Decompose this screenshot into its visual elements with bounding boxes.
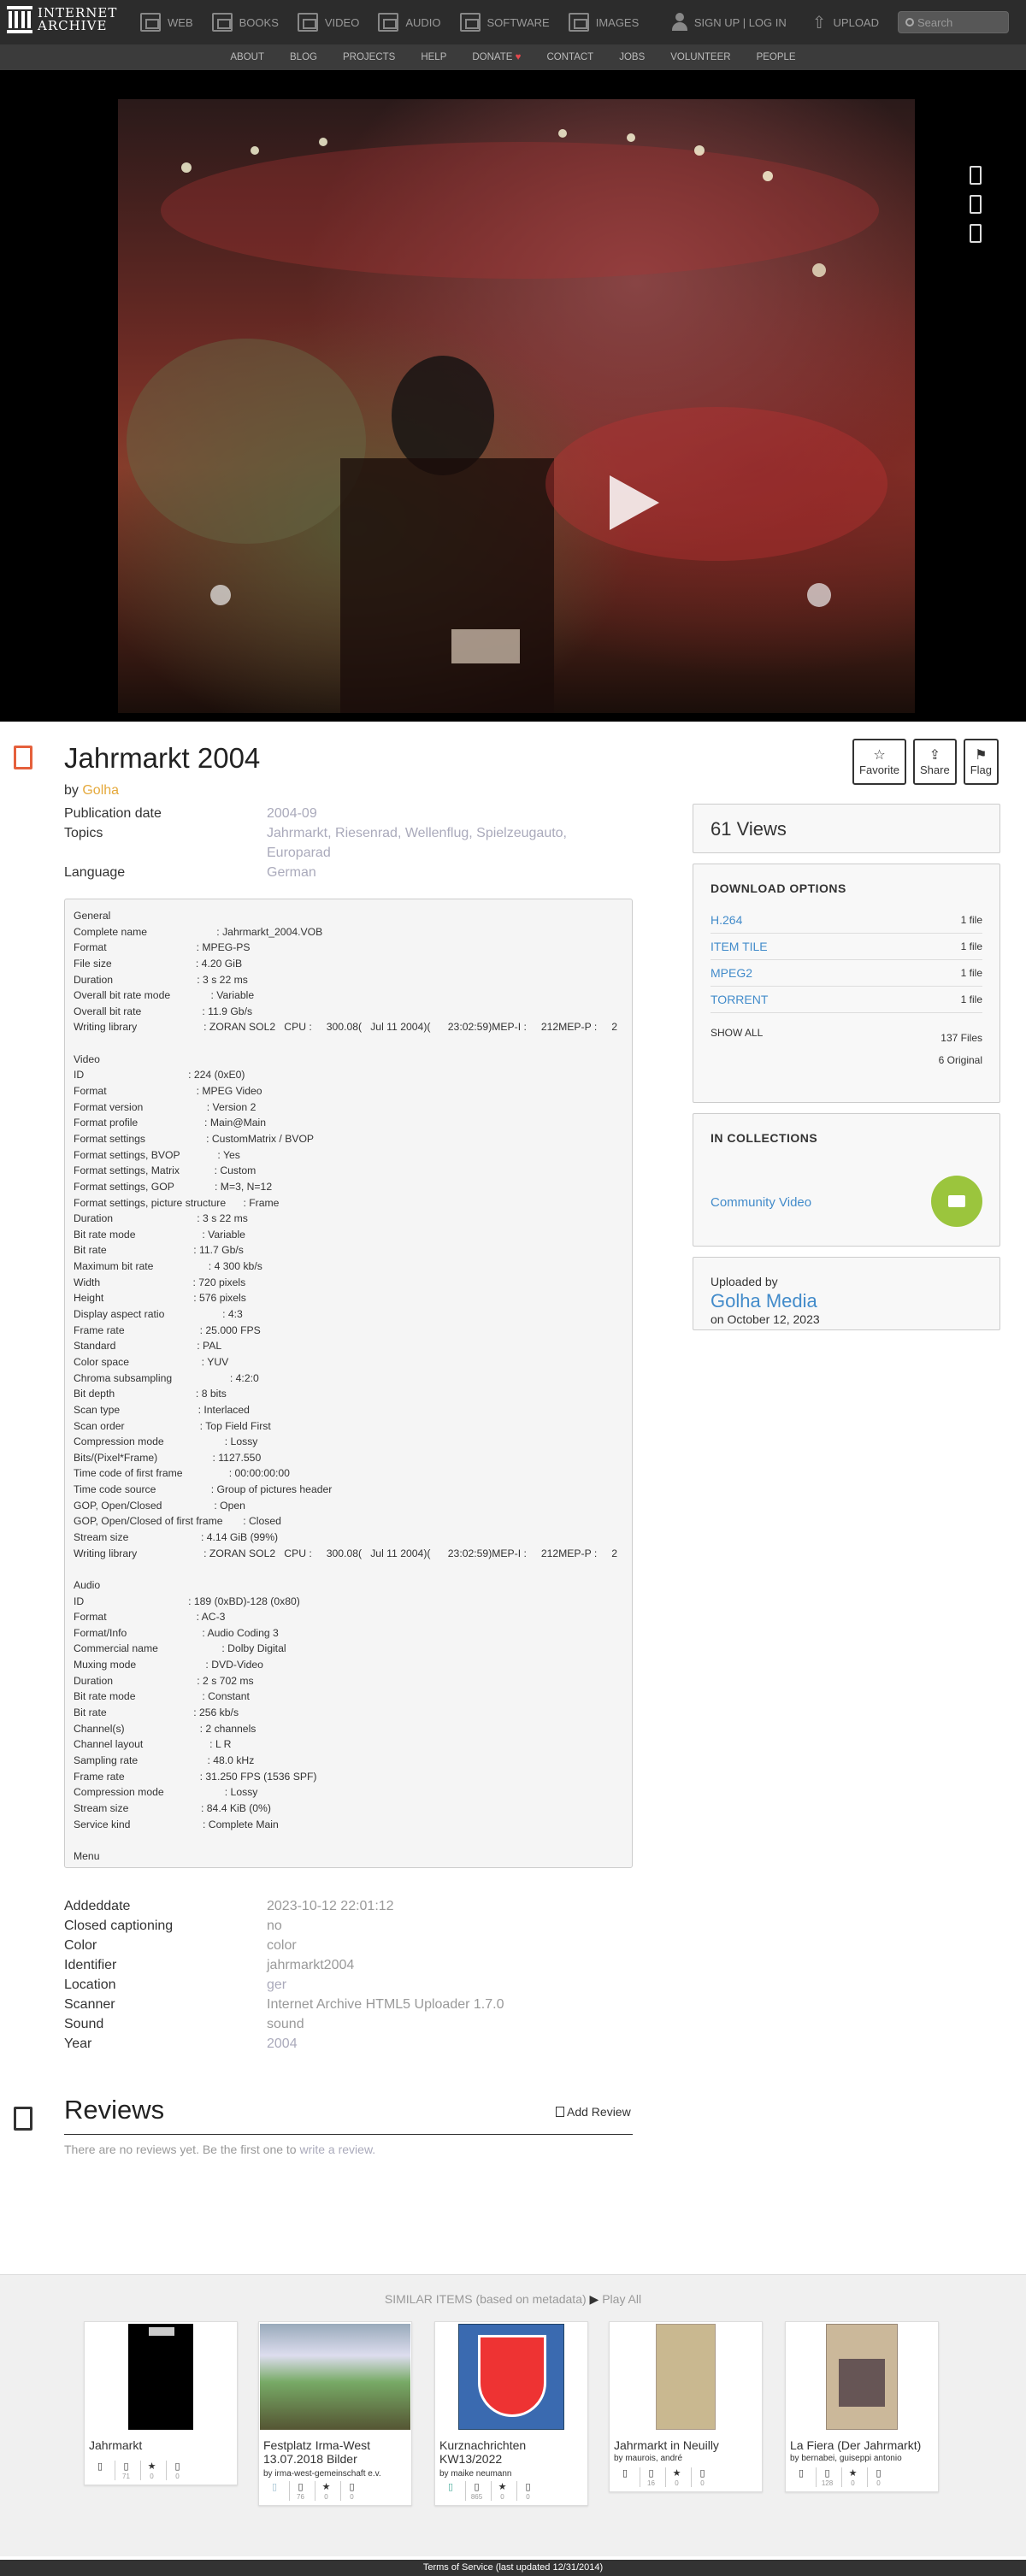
logo-line-2: ARCHIVE	[38, 18, 108, 33]
metadata-row	[64, 1995, 633, 2014]
description-line: Standard : PAL	[74, 1340, 222, 1353]
nav-people[interactable]: PEOPLE	[756, 52, 796, 62]
tile-byline: by maike neumann	[439, 2469, 512, 2479]
favorite-label: Favorite	[859, 763, 899, 776]
metadata-value: color	[267, 1938, 297, 1953]
uploader-box	[693, 1257, 1000, 1330]
description-line: Channel(s) : 2 channels	[74, 1722, 256, 1735]
description-line: Overall bit rate : 11.9 Gb/s	[74, 1005, 253, 1017]
creator-link[interactable]: Golha	[82, 783, 120, 798]
nav-contact[interactable]: CONTACT	[546, 52, 594, 62]
media-menu	[140, 0, 657, 44]
metadata-key: Publication date	[64, 806, 162, 821]
show-all-link[interactable]: SHOW ALL	[711, 1027, 764, 1039]
item-thumbnail	[260, 2324, 410, 2430]
metadata-row	[64, 2034, 633, 2054]
metadata-list	[64, 804, 633, 882]
media-software-label: SOFTWARE	[486, 15, 550, 29]
metadata-key: Closed captioning	[64, 1919, 174, 1933]
theater-mode-icon[interactable]	[970, 166, 982, 185]
view-count: 76	[297, 2493, 304, 2501]
share-icon: ⇪	[929, 747, 941, 763]
tile-title: Jahrmarkt	[89, 2438, 143, 2452]
review-count: 0	[175, 2473, 180, 2480]
pencil-icon	[556, 2107, 564, 2117]
metadata-value: Internet Archive HTML5 Uploader 1.7.0	[267, 1997, 504, 2012]
item-thumbnail	[128, 2324, 193, 2430]
view-count: 865	[470, 2493, 483, 2501]
video-player	[0, 70, 1026, 722]
divider	[64, 2134, 633, 2135]
texts-icon: ▯	[447, 2482, 454, 2492]
nav-volunteer[interactable]: VOLUNTEER	[670, 52, 731, 62]
nav-blog[interactable]: BLOG	[290, 52, 317, 62]
description-line	[74, 1832, 623, 1848]
description-line: Format : AC-3	[74, 1611, 226, 1624]
play-icon[interactable]	[610, 475, 659, 530]
description-line: Height : 576 pixels	[74, 1292, 246, 1305]
description-line: ID : 189 (0xBD)-128 (0x80)	[74, 1595, 300, 1607]
share-button[interactable]	[913, 739, 957, 785]
metadata-row	[64, 804, 633, 823]
auth-label: SIGN UP | LOG IN	[693, 15, 787, 29]
uploaded-by-label: Uploaded by	[711, 1275, 778, 1288]
download-options-title: DOWNLOAD OPTIONS	[711, 881, 846, 895]
description-line: Format/Info : Audio Coding 3	[74, 1626, 279, 1639]
eye-icon: ▯	[648, 2468, 654, 2479]
tile-title: Jahrmarkt in Neuilly	[614, 2438, 719, 2452]
topics-link[interactable]: Europarad	[267, 846, 331, 860]
file-count: 1 file	[960, 967, 982, 979]
metadata-row	[64, 1896, 633, 1916]
media-software[interactable]	[460, 13, 550, 32]
in-collections	[693, 1113, 1000, 1247]
similar-item-tile[interactable]	[785, 2321, 939, 2492]
tile-title: La Fiera (Der Jahrmarkt)	[790, 2438, 922, 2452]
internet-archive-logo[interactable]	[7, 6, 117, 33]
video-icon	[298, 13, 318, 32]
download-link[interactable]: ITEM TILE	[711, 940, 768, 953]
metadata-key: Identifier	[64, 1958, 117, 1972]
view-count: 71	[122, 2473, 130, 2480]
search-input[interactable]	[917, 16, 1003, 29]
item-thumbnail	[656, 2324, 716, 2430]
similar-item-tile[interactable]	[609, 2321, 763, 2492]
tile-title: Kurznachrichten	[439, 2438, 527, 2452]
description-line: Overall bit rate mode : Variable	[74, 989, 255, 1002]
download-row	[711, 907, 982, 934]
description-line: Format version : Version 2	[74, 1100, 256, 1113]
download-row	[711, 934, 982, 960]
logo-line-1: INTERNET	[38, 5, 118, 21]
movies-icon	[14, 746, 32, 769]
item-thumbnail	[458, 2324, 564, 2430]
description-line: General	[74, 910, 111, 922]
comment-icon: ▯	[876, 2468, 882, 2479]
description-line: Format : MPEG Video	[74, 1085, 262, 1098]
description-line: GOP, Open/Closed : Open	[74, 1499, 245, 1512]
metadata-key: Addeddate	[64, 1899, 131, 1913]
eye-icon: ▯	[123, 2461, 129, 2472]
write-review-link[interactable]: write a review.	[299, 2143, 376, 2156]
view-count: 128	[821, 2479, 834, 2487]
download-link[interactable]: TORRENT	[711, 993, 769, 1006]
similar-item-tile[interactable]	[258, 2321, 412, 2506]
flag-label: Flag	[970, 763, 992, 776]
favorite-count: 0	[500, 2493, 504, 2501]
total-files: 137 Files	[940, 1032, 982, 1044]
favorite-count: 0	[675, 2479, 679, 2487]
image-icon: ▯	[271, 2482, 278, 2492]
reviews-section	[0, 2086, 650, 2163]
media-books[interactable]	[212, 13, 279, 32]
similar-item-tile[interactable]	[434, 2321, 588, 2506]
software-icon	[460, 13, 481, 32]
description-line: ID : 224 (0xE0)	[74, 1069, 245, 1082]
comment-icon: ▯	[174, 2461, 180, 2472]
view-count: 16	[647, 2479, 655, 2487]
description-line: Format settings, Matrix : Custom	[74, 1164, 256, 1177]
description-line: Duration : 2 s 702 ms	[74, 1674, 254, 1687]
description-line: Writing library : ZORAN SOL2 CPU : 300.08( Jul 11 2004)( 23:02:59)MEP-I : 212MEP-P : 2	[74, 1547, 618, 1559]
video-frame[interactable]	[118, 99, 915, 713]
search-box	[898, 11, 1009, 33]
description-line: Menu	[74, 1849, 100, 1862]
metadata-value: sound	[267, 2017, 304, 2031]
description-line: Maximum bit rate : 4 300 kb/s	[74, 1260, 262, 1273]
metadata-key: Scanner	[64, 1997, 115, 2012]
similar-items	[0, 2274, 1026, 2556]
metadata-key: Language	[64, 865, 126, 880]
media-video-label: VIDEO	[324, 15, 360, 29]
description-line: Audio	[74, 1578, 101, 1591]
description-line: Commercial name : Dolby Digital	[74, 1642, 286, 1655]
media-images-label: IMAGES	[595, 15, 640, 29]
description-line: Format profile : Main@Main	[74, 1117, 267, 1129]
metadata-key: Sound	[64, 2017, 104, 2031]
metadata-key: Topics	[64, 826, 103, 840]
description-line: Format settings : CustomMatrix / BVOP	[74, 1132, 315, 1145]
flag-button[interactable]	[964, 739, 999, 785]
add-review-label: Add Review	[567, 2105, 631, 2119]
item-description	[64, 899, 633, 1868]
description-line: Duration : 3 s 22 ms	[74, 973, 248, 986]
favorite-count: 0	[324, 2493, 328, 2501]
upload-button[interactable]	[812, 12, 879, 33]
page-title: Jahrmarkt 2004	[64, 742, 261, 774]
tile-title-line2: 13.07.2018 Bilder	[263, 2452, 357, 2466]
metadata-row	[64, 1955, 633, 1975]
tile-title-line2: KW13/2022	[439, 2452, 503, 2466]
topics-link[interactable]: Jahrmarkt, Riesenrad, Wellenflug, Spielzeugauto,	[267, 826, 567, 840]
tile-byline: by bernabei, guiseppi antonio	[790, 2454, 902, 2463]
metadata-row	[64, 863, 633, 882]
description-line: Color space : YUV	[74, 1355, 229, 1368]
star-icon: ★	[498, 2482, 507, 2492]
similar-items-heading: SIMILAR ITEMS (based on metadata)	[384, 2292, 587, 2306]
secondary-navigation	[0, 44, 1026, 70]
description-line: Bit depth : 8 bits	[74, 1388, 227, 1400]
sign-up-log-in[interactable]	[672, 13, 787, 32]
file-count: 1 file	[960, 914, 982, 926]
play-all-button[interactable]	[590, 2292, 642, 2306]
description-line: Duration : 3 s 22 ms	[74, 1212, 248, 1225]
metadata-row	[64, 2014, 633, 2034]
description-line: Format settings, picture structure : Frame	[74, 1196, 280, 1209]
eye-icon: ▯	[474, 2482, 480, 2492]
terms-of-service-link[interactable]: Terms of Service (last updated 12/31/2014)	[422, 2562, 604, 2573]
star-icon: ★	[848, 2468, 858, 2479]
media-web[interactable]	[140, 13, 193, 32]
year-link[interactable]: 2004	[267, 2037, 298, 2051]
reviews-title: Reviews	[64, 2095, 165, 2125]
metadata-key: Location	[64, 1978, 116, 1992]
fullscreen-icon[interactable]	[970, 195, 982, 214]
download-row	[711, 960, 982, 987]
community-video-icon[interactable]	[931, 1176, 982, 1227]
description-line: Format : MPEG-PS	[74, 941, 251, 954]
favorite-count: 0	[150, 2473, 154, 2480]
upload-label: UPLOAD	[833, 15, 879, 29]
add-review-button[interactable]	[556, 2105, 631, 2119]
comment-icon: ▯	[699, 2468, 705, 2479]
metadata-value: no	[267, 1919, 282, 1933]
nav-donate-label: DONATE	[472, 52, 513, 62]
description-line: Compression mode : Lossy	[74, 1435, 258, 1448]
media-video[interactable]	[298, 13, 359, 32]
similar-item-tile[interactable]	[84, 2321, 238, 2485]
star-icon: ★	[672, 2468, 681, 2479]
books-icon	[212, 13, 233, 32]
description-line: Format settings, GOP : M=3, N=12	[74, 1180, 273, 1193]
item-header	[0, 722, 1026, 816]
film-icon: ▯	[97, 2461, 103, 2472]
star-icon: ★	[147, 2461, 156, 2472]
original-files: 6 Original	[938, 1054, 982, 1066]
review-count: 0	[526, 2493, 530, 2501]
description-line: GOP, Open/Closed of first frame : Closed	[74, 1515, 281, 1528]
description-line: Format settings, BVOP : Yes	[74, 1148, 240, 1161]
web-icon	[140, 13, 161, 32]
description-line: Writing library : ZORAN SOL2 CPU : 300.08( Jul 11 2004)( 23:02:59)MEP-I : 212MEP-P : 2	[74, 1021, 618, 1034]
book-icon: ▯	[622, 2468, 628, 2479]
tile-title: Festplatz Irma-West	[263, 2438, 370, 2452]
favorite-button[interactable]	[852, 739, 906, 785]
description-line: Scan type : Interlaced	[74, 1403, 250, 1416]
download-options	[693, 864, 1000, 1103]
media-audio[interactable]	[378, 13, 440, 32]
publication-date-link[interactable]: 2004-09	[267, 806, 317, 821]
nav-jobs[interactable]: JOBS	[619, 52, 646, 62]
description-line: Display aspect ratio : 4:3	[74, 1308, 243, 1321]
no-reviews-text: There are no reviews yet. Be the first one to	[64, 2143, 297, 2156]
heart-icon: ♥	[515, 52, 522, 62]
star-icon: ☆	[873, 747, 886, 763]
review-count: 0	[876, 2479, 881, 2487]
description-line: Muxing mode : DVD-Video	[74, 1659, 263, 1671]
audio-icon	[378, 13, 398, 32]
top-navigation	[0, 0, 1026, 44]
search-icon[interactable]	[905, 18, 914, 27]
description-line: Bit rate : 11.7 Gb/s	[74, 1244, 244, 1257]
media-web-label: WEB	[168, 15, 193, 29]
description-line: Video	[74, 1052, 100, 1065]
tile-byline: by irma-west-gemeinschaft e.v.	[263, 2469, 381, 2479]
review-count: 0	[700, 2479, 705, 2487]
upload-icon: ⇧	[811, 13, 827, 32]
nav-projects[interactable]: PROJECTS	[342, 52, 396, 62]
description-line: Time code of first frame : 00:00:00:00	[74, 1467, 290, 1480]
description-line: Complete name : Jahrmarkt_2004.VOB	[74, 925, 323, 938]
tile-byline: by maurois, andré	[614, 2454, 683, 2463]
metadata-row	[64, 1936, 633, 1955]
eye-icon: ▯	[824, 2468, 830, 2479]
metadata-row	[64, 1975, 633, 1995]
media-books-label: BOOKS	[239, 15, 279, 29]
user-icon	[672, 13, 687, 32]
star-icon: ★	[321, 2482, 331, 2492]
media-audio-label: AUDIO	[405, 15, 441, 29]
video-still-image	[118, 99, 915, 713]
description-line: Bits/(Pixel*Frame) : 1127.550	[74, 1451, 262, 1464]
reviews-icon	[14, 2107, 32, 2131]
metadata-row	[64, 823, 633, 863]
description-line: Scan order : Top Field First	[74, 1419, 271, 1432]
nav-help[interactable]: HELP	[421, 52, 447, 62]
nav-about[interactable]: ABOUT	[230, 52, 265, 62]
language-link[interactable]: German	[267, 865, 316, 880]
comment-icon: ▯	[349, 2482, 355, 2492]
description-line: Bit rate mode : Variable	[74, 1228, 245, 1241]
views-count: 61 Views	[693, 804, 1000, 853]
download-link[interactable]: MPEG2	[711, 966, 753, 980]
review-count: 0	[350, 2493, 354, 2501]
collections-title: IN COLLECTIONS	[711, 1131, 818, 1145]
description-line: Stream size : 84.4 KiB (0%)	[74, 1801, 271, 1814]
play-icon: ▶	[589, 2292, 599, 2306]
item-thumbnail	[826, 2324, 898, 2430]
share-label: Share	[920, 763, 950, 776]
description-line: File size : 4.20 GiB	[74, 957, 243, 970]
footer	[0, 2560, 1026, 2576]
download-row	[711, 987, 982, 1013]
file-count: 1 file	[960, 993, 982, 1005]
metadata-list-2	[64, 1896, 633, 2054]
images-icon	[569, 13, 589, 32]
upload-date: on October 12, 2023	[711, 1312, 820, 1326]
description-line: Width : 720 pixels	[74, 1276, 246, 1288]
favorite-count: 0	[851, 2479, 855, 2487]
metadata-value: jahrmarkt2004	[267, 1958, 355, 1972]
description-line: Frame rate : 31.250 FPS (1536 SPF)	[74, 1770, 317, 1783]
description-line: Time code source : Group of pictures header	[74, 1483, 333, 1496]
location-link[interactable]: ger	[267, 1978, 287, 1992]
metadata-row	[64, 1916, 633, 1936]
description-line	[74, 1035, 623, 1052]
description-line: Compression mode : Lossy	[74, 1786, 258, 1799]
description-line: Bit rate mode : Constant	[74, 1690, 250, 1703]
description-line	[74, 1561, 623, 1577]
by-label: by	[64, 783, 79, 798]
description-line: Chroma subsampling : 4:2:0	[74, 1371, 259, 1384]
description-line: Channel layout : L R	[74, 1738, 232, 1751]
embed-icon[interactable]	[970, 224, 982, 243]
sidebar	[693, 804, 1000, 1341]
file-count: 1 file	[960, 940, 982, 952]
flag-icon: ⚑	[975, 747, 988, 763]
uploader-link[interactable]: Golha Media	[711, 1290, 817, 1312]
media-images[interactable]	[569, 13, 640, 32]
description-line: Sampling rate : 48.0 kHz	[74, 1754, 255, 1766]
comment-icon: ▯	[525, 2482, 531, 2492]
description-line: Bit rate : 256 kb/s	[74, 1707, 239, 1719]
metadata-value: 2023-10-12 22:01:12	[267, 1899, 394, 1913]
nav-donate[interactable]	[472, 52, 521, 62]
metadata-key: Color	[64, 1938, 97, 1953]
play-all-label: Play All	[602, 2292, 642, 2306]
download-link[interactable]: H.264	[711, 913, 743, 927]
archive-building-icon	[7, 6, 32, 33]
eye-icon: ▯	[298, 2482, 304, 2492]
description-line: Frame rate : 25.000 FPS	[74, 1323, 261, 1336]
book-icon: ▯	[798, 2468, 805, 2479]
description-line: Service kind : Complete Main	[74, 1818, 279, 1830]
metadata-key: Year	[64, 2037, 92, 2051]
description-line: Stream size : 4.14 GiB (99%)	[74, 1530, 279, 1543]
collection-link[interactable]: Community Video	[711, 1195, 812, 1210]
